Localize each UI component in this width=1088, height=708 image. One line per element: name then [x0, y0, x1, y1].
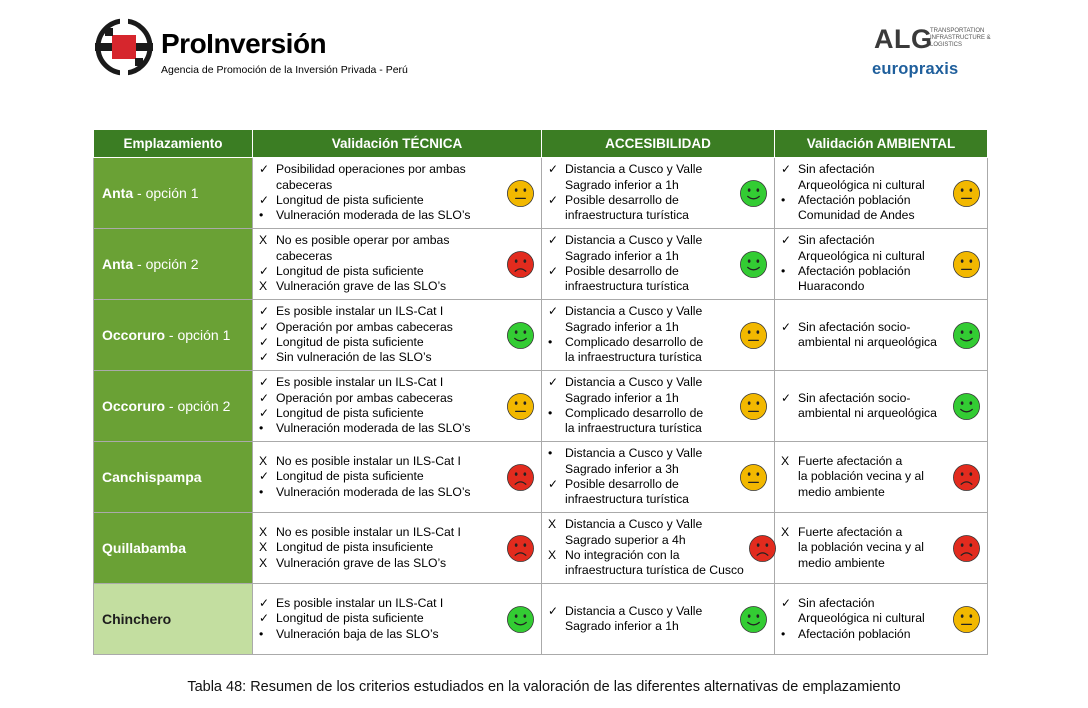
table-row	[94, 584, 988, 655]
criteria-text: Posibilidad operaciones por ambas	[276, 162, 466, 177]
access-criteria	[548, 375, 735, 437]
env-criteria	[781, 391, 948, 422]
tech-criteria	[259, 304, 502, 366]
criteria-text: Longitud de pista suficiente	[276, 193, 424, 207]
criteria-mark: X	[259, 453, 268, 468]
criteria-text: Sagrado inferior a 1h	[565, 248, 679, 263]
criteria-mark: •	[548, 406, 553, 420]
access-criteria	[548, 304, 735, 366]
criteria-line	[548, 193, 735, 208]
proinversion-subtitle: Agencia de Promoción de la Inversión Privada - Perú	[161, 64, 408, 76]
criteria-line	[548, 517, 744, 532]
criteria-line	[548, 391, 735, 406]
criteria-line	[781, 540, 948, 555]
criteria-text: Sin afectación	[798, 595, 875, 610]
criteria-mark: •	[548, 335, 553, 349]
criteria-mark: ✓	[259, 350, 270, 365]
table-row	[94, 513, 988, 584]
criteria-line	[781, 193, 948, 208]
criteria-text: Es posible instalar un ILS-Cat I	[276, 595, 444, 610]
happy-face-icon	[506, 321, 535, 350]
header-validacion-tecnica: Validación TÉCNICA	[253, 130, 542, 158]
criteria-text: Sagrado inferior a 1h	[565, 319, 679, 334]
criteria-line	[259, 178, 502, 193]
tech-criteria	[259, 525, 502, 571]
criteria-text: Fuerte afectación a	[798, 453, 903, 468]
criteria-text: Afectación población	[798, 193, 911, 207]
happy-face-icon	[952, 321, 981, 350]
sad-face-icon	[748, 534, 777, 563]
criteria-mark: ✓	[548, 193, 559, 207]
neutral-face-icon	[952, 605, 981, 634]
env-cell	[775, 229, 988, 300]
access-criteria	[548, 233, 735, 295]
criteria-text: Vulneración moderada de las SLO’s	[276, 421, 471, 436]
criteria-mark: •	[781, 264, 786, 278]
criteria-line	[259, 350, 502, 365]
criteria-mark: ✓	[548, 603, 559, 618]
criteria-line	[548, 304, 735, 319]
tech-cell	[253, 229, 542, 300]
tech-cell	[253, 584, 542, 655]
criteria-line	[548, 320, 735, 335]
criteria-text: Sagrado inferior a 1h	[565, 390, 679, 405]
header-emplazamiento: Emplazamiento	[94, 130, 253, 158]
criteria-text: la población vecina y al	[798, 540, 925, 555]
site-name-cell	[94, 584, 253, 655]
criteria-mark: ✓	[548, 162, 559, 177]
criteria-table	[93, 129, 988, 655]
criteria-mark: ✓	[259, 469, 270, 484]
criteria-text: Vulneración moderada de las SLO’s	[276, 484, 471, 499]
criteria-text: infraestructura turística de Cusco	[565, 563, 744, 578]
criteria-text: Es posible instalar un ILS-Cat I	[276, 304, 444, 319]
criteria-text: No integración con la	[565, 548, 680, 562]
proinversion-name: ProInversión	[161, 28, 327, 59]
criteria-line	[548, 533, 744, 548]
criteria-line	[548, 406, 735, 421]
criteria-text: Distancia a Cusco y Valle	[565, 517, 703, 532]
criteria-mark: ✓	[781, 595, 792, 610]
criteria-text: Distancia a Cusco y Valle	[565, 162, 703, 177]
criteria-line	[781, 454, 948, 469]
criteria-line	[259, 208, 502, 223]
site-option: - opción 1	[165, 327, 231, 343]
tech-criteria	[259, 596, 502, 642]
criteria-text: Vulneración grave de las SLO’s	[276, 279, 447, 294]
criteria-mark: ✓	[548, 304, 559, 319]
sad-face-icon	[506, 250, 535, 279]
criteria-text: Posible desarrollo de	[565, 193, 679, 207]
criteria-text: Distancia a Cusco y Valle	[565, 603, 703, 618]
criteria-text: No es posible instalar un ILS-Cat I	[276, 453, 461, 468]
access-criteria	[548, 446, 735, 508]
criteria-text: Vulneración grave de las SLO’s	[276, 555, 447, 570]
table-caption: Tabla 48: Resumen de los criterios estudiados en la valoración de las diferentes alternativas de emplazamiento	[187, 679, 901, 695]
site-name-cell	[94, 371, 253, 442]
criteria-mark: ✓	[259, 304, 270, 319]
env-criteria	[781, 454, 948, 500]
env-cell	[775, 442, 988, 513]
criteria-line	[259, 264, 502, 279]
criteria-text: Sagrado inferior a 3h	[565, 461, 679, 476]
table-header-row	[94, 130, 988, 158]
happy-face-icon	[739, 179, 768, 208]
criteria-text: Posible desarrollo de	[565, 264, 679, 278]
env-criteria	[781, 596, 948, 642]
criteria-line	[781, 469, 948, 484]
alg-wordmark: ALG	[874, 24, 933, 54]
access-cell	[542, 158, 775, 229]
criteria-line	[259, 454, 502, 469]
criteria-line	[548, 350, 735, 365]
criteria-text: Longitud de pista suficiente	[276, 469, 424, 484]
happy-face-icon	[739, 605, 768, 634]
criteria-text: la población vecina y al	[798, 469, 925, 484]
criteria-text: Longitud de pista suficiente	[276, 264, 424, 278]
tech-cell	[253, 371, 542, 442]
criteria-line	[259, 249, 502, 264]
site-name: Canchispampa	[102, 469, 202, 485]
tech-cell	[253, 513, 542, 584]
criteria-line	[781, 335, 948, 350]
site-option: - opción 2	[133, 256, 199, 272]
criteria-line	[259, 375, 502, 390]
criteria-mark: ✓	[259, 611, 270, 626]
criteria-line	[548, 604, 735, 619]
env-cell	[775, 300, 988, 371]
criteria-line	[259, 391, 502, 406]
header-validacion-ambiental: Validación AMBIENTAL	[775, 130, 988, 158]
criteria-text: Posible desarrollo de	[565, 477, 679, 491]
criteria-mark: •	[548, 446, 553, 461]
criteria-line	[781, 208, 948, 223]
tech-criteria	[259, 375, 502, 437]
criteria-text: la infraestructura turística	[565, 350, 702, 365]
criteria-text: Sagrado superior a 4h	[565, 532, 686, 547]
table-row	[94, 300, 988, 371]
criteria-line	[259, 233, 502, 248]
criteria-text: Sin afectación	[798, 233, 875, 248]
access-criteria	[548, 517, 744, 579]
criteria-text: Complicado desarrollo de	[565, 335, 704, 349]
access-cell	[542, 229, 775, 300]
criteria-text: No es posible instalar un ILS-Cat I	[276, 524, 461, 539]
sad-face-icon	[952, 534, 981, 563]
criteria-text: Sin afectación socio-	[798, 390, 911, 405]
tech-criteria	[259, 233, 502, 295]
criteria-mark: X	[259, 233, 268, 248]
criteria-mark: ✓	[259, 193, 270, 207]
criteria-mark: ✓	[781, 162, 792, 177]
criteria-mark: •	[259, 626, 264, 641]
site-name: Chinchero	[102, 611, 172, 627]
neutral-face-icon	[739, 463, 768, 492]
criteria-text: Huaracondo	[798, 279, 865, 294]
criteria-text: Afectación población	[798, 264, 911, 278]
criteria-line	[548, 492, 735, 507]
criteria-text: Distancia a Cusco y Valle	[565, 233, 703, 248]
proinversion-logo	[95, 18, 408, 82]
site-name: Anta	[102, 185, 134, 201]
alg-europraxis-logo	[872, 24, 992, 84]
table-row	[94, 229, 988, 300]
criteria-line	[781, 485, 948, 500]
criteria-text: Vulneración moderada de las SLO’s	[276, 208, 471, 223]
criteria-line	[548, 375, 735, 390]
criteria-line	[781, 264, 948, 279]
criteria-text: Fuerte afectación a	[798, 524, 903, 539]
criteria-mark: ✓	[259, 264, 270, 278]
criteria-line	[548, 178, 735, 193]
env-cell	[775, 371, 988, 442]
criteria-mark: •	[259, 484, 264, 499]
criteria-line	[259, 469, 502, 484]
criteria-mark: ✓	[781, 233, 792, 248]
criteria-line	[259, 627, 502, 642]
criteria-text: Sagrado inferior a 1h	[565, 619, 679, 633]
criteria-text: medio ambiente	[798, 555, 885, 570]
header-accesibilidad: ACCESIBILIDAD	[542, 130, 775, 158]
criteria-line	[259, 611, 502, 626]
neutral-face-icon	[506, 179, 535, 208]
criteria-mark: X	[259, 540, 268, 555]
criteria-text: Distancia a Cusco y Valle	[565, 304, 703, 319]
criteria-text: Sin vulneración de las SLO’s	[276, 350, 432, 365]
tech-criteria	[259, 162, 502, 224]
criteria-line	[781, 596, 948, 611]
criteria-line	[548, 249, 735, 264]
neutral-face-icon	[952, 250, 981, 279]
criteria-line	[259, 421, 502, 436]
neutral-face-icon	[952, 179, 981, 208]
criteria-mark: ✓	[548, 477, 559, 491]
site-option: - opción 2	[165, 398, 231, 414]
site-name-cell	[94, 229, 253, 300]
site-name-cell	[94, 300, 253, 371]
criteria-text: Sagrado inferior a 1h	[565, 177, 679, 192]
site-name: Anta	[102, 256, 134, 272]
criteria-text: Vulneración baja de las SLO’s	[276, 626, 439, 641]
tech-cell	[253, 442, 542, 513]
criteria-line	[548, 446, 735, 461]
criteria-text: Complicado desarrollo de	[565, 406, 704, 420]
env-cell	[775, 584, 988, 655]
criteria-line	[781, 525, 948, 540]
criteria-mark: ✓	[259, 595, 270, 610]
criteria-line	[548, 233, 735, 248]
site-option: - opción 1	[133, 185, 199, 201]
criteria-line	[259, 525, 502, 540]
criteria-mark: ✓	[259, 375, 270, 390]
criteria-line	[259, 162, 502, 177]
criteria-text: Operación por ambas cabeceras	[276, 390, 453, 405]
criteria-line	[259, 279, 502, 294]
criteria-text: Longitud de pista suficiente	[276, 335, 424, 349]
env-criteria	[781, 233, 948, 295]
criteria-text: Arqueológica ni cultural	[798, 248, 925, 263]
criteria-line	[548, 279, 735, 294]
happy-face-icon	[952, 392, 981, 421]
criteria-text: ambiental ni arqueológica	[798, 406, 937, 420]
criteria-text: medio ambiente	[798, 484, 885, 499]
criteria-line	[548, 548, 744, 563]
neutral-face-icon	[739, 392, 768, 421]
criteria-text: Es posible instalar un ILS-Cat I	[276, 375, 444, 390]
table-row	[94, 371, 988, 442]
neutral-face-icon	[506, 392, 535, 421]
criteria-line	[781, 233, 948, 248]
table-row	[94, 442, 988, 513]
criteria-text: ambiental ni arqueológica	[798, 335, 937, 349]
criteria-text: Longitud de pista insuficiente	[276, 540, 434, 555]
criteria-mark: X	[548, 548, 557, 562]
criteria-text: infraestructura turística	[565, 279, 689, 294]
access-cell	[542, 442, 775, 513]
criteria-mark: •	[259, 208, 264, 223]
criteria-line	[259, 320, 502, 335]
criteria-line	[259, 540, 502, 555]
criteria-line	[259, 406, 502, 421]
criteria-line	[259, 193, 502, 208]
criteria-mark: X	[548, 517, 557, 532]
criteria-mark: ✓	[548, 264, 559, 278]
criteria-mark: ✓	[548, 233, 559, 248]
env-criteria	[781, 525, 948, 571]
criteria-line	[259, 596, 502, 611]
happy-face-icon	[739, 250, 768, 279]
criteria-line	[548, 563, 744, 578]
criteria-mark: ✓	[259, 162, 270, 177]
criteria-line	[781, 162, 948, 177]
site-name-cell	[94, 442, 253, 513]
criteria-line	[781, 556, 948, 571]
criteria-text: la infraestructura turística	[565, 421, 702, 436]
proinversion-mark-icon	[95, 18, 153, 76]
criteria-line	[781, 627, 948, 642]
site-name: Occoruro	[102, 398, 166, 414]
criteria-line	[781, 611, 948, 626]
criteria-line	[781, 249, 948, 264]
criteria-mark: ✓	[259, 406, 270, 420]
criteria-mark: X	[259, 279, 268, 294]
criteria-line	[548, 335, 735, 350]
criteria-line	[259, 485, 502, 500]
criteria-line	[781, 391, 948, 406]
criteria-mark: ✓	[781, 390, 792, 405]
alg-tagline: TRANSPORTATION INFRASTRUCTURE & LOGISTICS	[930, 28, 991, 48]
access-cell	[542, 371, 775, 442]
criteria-line	[548, 264, 735, 279]
criteria-text: Arqueológica ni cultural	[798, 611, 925, 626]
tech-cell	[253, 158, 542, 229]
criteria-text: Sin afectación socio-	[798, 319, 911, 334]
criteria-mark: ✓	[259, 335, 270, 349]
criteria-text: Comunidad de Andes	[798, 208, 915, 223]
access-cell	[542, 513, 775, 584]
env-cell	[775, 158, 988, 229]
europraxis-wordmark: europraxis	[872, 60, 959, 78]
access-criteria	[548, 162, 735, 224]
criteria-line	[548, 162, 735, 177]
sad-face-icon	[506, 463, 535, 492]
tech-cell	[253, 300, 542, 371]
criteria-line	[781, 178, 948, 193]
criteria-line	[548, 208, 735, 223]
criteria-line	[259, 335, 502, 350]
site-name-cell	[94, 513, 253, 584]
criteria-text: Distancia a Cusco y Valle	[565, 375, 703, 390]
criteria-mark: X	[259, 524, 268, 539]
criteria-mark: X	[781, 453, 790, 468]
site-name: Occoruro	[102, 327, 166, 343]
criteria-text: Arqueológica ni cultural	[798, 177, 925, 192]
site-name: Quillabamba	[102, 540, 187, 556]
criteria-line	[548, 421, 735, 436]
criteria-mark: ✓	[781, 319, 792, 334]
table-row	[94, 158, 988, 229]
env-cell	[775, 513, 988, 584]
criteria-mark: ✓	[259, 319, 270, 334]
criteria-line	[781, 320, 948, 335]
neutral-face-icon	[739, 321, 768, 350]
criteria-mark: •	[781, 626, 786, 641]
criteria-text: cabeceras	[276, 248, 333, 263]
criteria-text: Operación por ambas cabeceras	[276, 319, 453, 334]
access-cell	[542, 584, 775, 655]
tech-criteria	[259, 454, 502, 500]
criteria-mark: •	[259, 421, 264, 436]
criteria-text: Longitud de pista suficiente	[276, 611, 424, 626]
env-criteria	[781, 162, 948, 224]
criteria-mark: ✓	[548, 375, 559, 390]
site-name-cell	[94, 158, 253, 229]
criteria-line	[781, 279, 948, 294]
happy-face-icon	[506, 605, 535, 634]
criteria-line	[548, 619, 735, 634]
criteria-text: Afectación población	[798, 626, 911, 641]
criteria-text: No es posible operar por ambas	[276, 233, 450, 248]
criteria-mark: X	[259, 555, 268, 570]
criteria-mark: •	[781, 193, 786, 207]
criteria-line	[259, 556, 502, 571]
criteria-line	[548, 477, 735, 492]
access-cell	[542, 300, 775, 371]
criteria-text: infraestructura turística	[565, 208, 689, 223]
env-criteria	[781, 320, 948, 351]
criteria-text: Distancia a Cusco y Valle	[565, 446, 703, 461]
criteria-line	[548, 462, 735, 477]
criteria-text: infraestructura turística	[565, 492, 689, 507]
access-criteria	[548, 604, 735, 635]
sad-face-icon	[952, 463, 981, 492]
criteria-mark: ✓	[259, 390, 270, 405]
criteria-text: cabeceras	[276, 177, 333, 192]
criteria-text: Longitud de pista suficiente	[276, 406, 424, 420]
criteria-line	[259, 304, 502, 319]
criteria-mark: X	[781, 524, 790, 539]
criteria-text: Sin afectación	[798, 162, 875, 177]
criteria-line	[781, 406, 948, 421]
sad-face-icon	[506, 534, 535, 563]
